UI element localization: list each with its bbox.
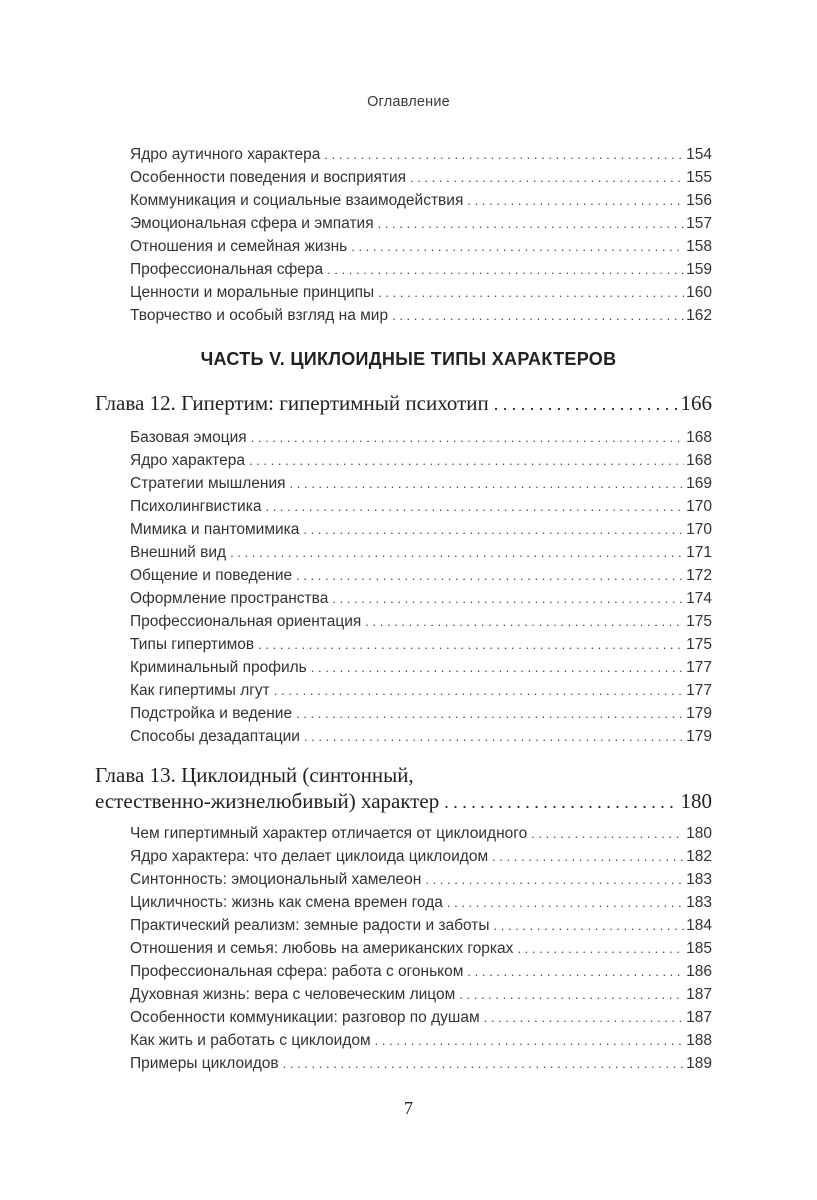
dot-leader	[365, 610, 684, 633]
dot-leader	[258, 633, 684, 656]
dot-leader	[494, 391, 677, 416]
toc-entry-page: 170	[686, 498, 712, 515]
dot-leader	[467, 189, 684, 212]
toc-entry[interactable]	[130, 426, 712, 449]
toc-entry-title: Особенности коммуникации: разговор по душам	[130, 1009, 480, 1026]
dot-leader	[230, 541, 684, 564]
toc-entry-page: 189	[686, 1055, 712, 1072]
dot-leader	[303, 518, 684, 541]
dot-leader	[467, 960, 684, 983]
toc-entry-title: Типы гипертимов	[130, 636, 255, 653]
toc-entry-title: Особенности поведения и восприятия	[130, 169, 407, 186]
dot-leader	[283, 1052, 684, 1075]
toc-entry[interactable]	[130, 258, 712, 281]
dot-leader	[265, 495, 684, 518]
toc-entry-title: Эмоциональная сфера и эмпатия	[130, 215, 374, 232]
dot-leader	[378, 212, 685, 235]
toc-entry[interactable]	[130, 656, 712, 679]
toc-entry-page: 162	[686, 307, 712, 324]
dot-leader	[304, 725, 684, 748]
toc-entry[interactable]	[130, 541, 712, 564]
dot-leader	[484, 1006, 685, 1029]
toc-entry-page: 188	[686, 1032, 712, 1049]
toc-entry[interactable]	[130, 983, 712, 1006]
dot-leader	[392, 304, 684, 327]
toc-entry-title: Коммуникация и социальные взаимодействия	[130, 192, 464, 209]
toc-entry[interactable]	[130, 960, 712, 983]
toc-entry[interactable]	[130, 1029, 712, 1052]
dot-leader	[296, 564, 684, 587]
toc-entry-title: Отношения и семейная жизнь	[130, 238, 348, 255]
toc-entry[interactable]	[130, 564, 712, 587]
toc-entry-page: 160	[686, 284, 712, 301]
toc-entry-page: 177	[686, 682, 712, 699]
dot-leader	[311, 656, 684, 679]
chapter-heading-line	[95, 390, 712, 416]
toc-entry-title: Профессиональная ориентация	[130, 613, 362, 630]
toc-entry-page: 177	[686, 659, 712, 676]
dot-leader	[251, 426, 684, 449]
toc-entry-page: 179	[686, 728, 712, 745]
chapter-13-heading[interactable]	[95, 762, 712, 814]
dot-leader	[290, 472, 685, 495]
toc-entry-title: Ядро характера	[130, 452, 245, 469]
chapter-heading-line	[95, 788, 712, 814]
toc-entry-page: 154	[686, 146, 712, 163]
toc-entry-title: Ядро характера: что делает циклоида циклоидом	[130, 848, 489, 865]
chapter-title-line-2: естественно-жизнелюбивый) характер	[95, 789, 440, 813]
dot-leader	[531, 822, 684, 845]
toc-entry[interactable]	[130, 1052, 712, 1075]
toc-entry-title: Профессиональная сфера	[130, 261, 324, 278]
toc-entry[interactable]	[130, 518, 712, 541]
toc-entry[interactable]	[130, 702, 712, 725]
dot-leader	[492, 845, 684, 868]
toc-entry[interactable]	[130, 304, 712, 327]
toc-entry-title: Общение и поведение	[130, 567, 293, 584]
toc-entry-page: 169	[686, 475, 712, 492]
toc-entry-page: 182	[686, 848, 712, 865]
toc-entry-title: Профессиональная сфера: работа с огоньком	[130, 963, 464, 980]
toc-entry-title: Оформление пространства	[130, 590, 329, 607]
toc-entry-title: Творчество и особый взгляд на мир	[130, 307, 389, 324]
toc-entry[interactable]	[130, 937, 712, 960]
toc-entry[interactable]	[130, 891, 712, 914]
toc-entry-page: 187	[686, 986, 712, 1003]
running-head: Оглавление	[367, 94, 450, 110]
toc-entry-page: 180	[686, 825, 712, 842]
toc-entry-page: 175	[686, 636, 712, 653]
toc-entry[interactable]	[130, 725, 712, 748]
dot-leader	[459, 983, 684, 1006]
part-title: ЧАСТЬ V. ЦИКЛОИДНЫЕ ТИПЫ ХАРАКТЕРОВ	[200, 349, 617, 369]
toc-entry[interactable]	[130, 1006, 712, 1029]
page-number: 7	[404, 1098, 413, 1118]
toc-entry[interactable]	[130, 868, 712, 891]
toc-entry-title: Внешний вид	[130, 544, 227, 561]
toc-entry-page: 175	[686, 613, 712, 630]
toc-entry-page: 159	[686, 261, 712, 278]
toc-entry[interactable]	[130, 633, 712, 656]
dot-leader	[378, 281, 684, 304]
dot-leader	[324, 143, 684, 166]
toc-entry[interactable]	[130, 587, 712, 610]
toc-entry[interactable]	[130, 495, 712, 518]
dot-leader	[447, 891, 684, 914]
toc-entry-page: 174	[686, 590, 712, 607]
chapter-page: 166	[680, 391, 712, 415]
toc-entry-title: Психолингвистика	[130, 498, 262, 515]
toc-entry-title: Отношения и семья: любовь на американских горках	[130, 940, 514, 957]
toc-entry-title: Криминальный профиль	[130, 659, 307, 676]
toc-entry[interactable]	[130, 449, 712, 472]
dot-leader	[517, 937, 684, 960]
toc-entry-page: 172	[686, 567, 712, 584]
dot-leader	[332, 587, 684, 610]
toc-entry[interactable]	[130, 143, 712, 166]
dot-leader	[296, 702, 684, 725]
toc-entry-title: Духовная жизнь: вера с человеческим лицом	[130, 986, 456, 1003]
toc-entry[interactable]	[130, 472, 712, 495]
toc-entry-page: 186	[686, 963, 712, 980]
toc-entry-page: 158	[686, 238, 712, 255]
dot-leader	[494, 914, 685, 937]
dot-leader	[351, 235, 684, 258]
toc-entry-title: Примеры циклоидов	[130, 1055, 279, 1072]
toc-entry-title: Базовая эмоция	[130, 429, 247, 446]
dot-leader	[425, 868, 684, 891]
dot-leader	[274, 679, 684, 702]
toc-entry-page: 187	[686, 1009, 712, 1026]
toc-entry-title: Практический реализм: земные радости и заботы	[130, 917, 490, 934]
dot-leader	[249, 449, 684, 472]
toc-entry-title: Ядро аутичного характера	[130, 146, 321, 163]
toc-chapter-13	[130, 822, 712, 1075]
chapter-title: Глава 12. Гипертим: гипертимный психотип	[95, 391, 489, 415]
toc-entry-title: Как гипертимы лгут	[130, 682, 270, 699]
toc-entry-title: Ценности и моральные принципы	[130, 284, 375, 301]
chapter-page: 180	[680, 789, 712, 813]
toc-entry[interactable]	[130, 189, 712, 212]
toc-entry-page: 168	[686, 429, 712, 446]
toc-entry-page: 185	[686, 940, 712, 957]
toc-entry-page: 183	[686, 894, 712, 911]
toc-entry[interactable]	[130, 212, 712, 235]
chapter-heading-line	[95, 762, 712, 788]
dot-leader	[327, 258, 684, 281]
toc-entry-title: Стратегии мышления	[130, 475, 286, 492]
toc-entry-title: Цикличность: жизнь как смена времен года	[130, 894, 443, 911]
toc-entry-title: Синтонность: эмоциональный хамелеон	[130, 871, 422, 888]
toc-entry-page: 171	[686, 544, 712, 561]
toc-chapter-12	[130, 426, 712, 748]
toc-entry-page: 183	[686, 871, 712, 888]
toc-entry[interactable]	[130, 610, 712, 633]
toc-entry[interactable]	[130, 235, 712, 258]
dot-leader	[444, 789, 676, 814]
dot-leader	[410, 166, 684, 189]
toc-entry[interactable]	[130, 679, 712, 702]
toc-entry[interactable]	[130, 166, 712, 189]
toc-entry-title: Мимика и пантомимика	[130, 521, 300, 538]
chapter-12-heading[interactable]	[95, 390, 712, 416]
toc-entry-page: 184	[686, 917, 712, 934]
toc-entry-title: Подстройка и ведение	[130, 705, 293, 722]
toc-entry-page: 156	[686, 192, 712, 209]
toc-entry-page: 168	[686, 452, 712, 469]
toc-entry-page: 179	[686, 705, 712, 722]
toc-entry-title: Как жить и работать с циклоидом	[130, 1032, 371, 1049]
toc-entry[interactable]	[130, 281, 712, 304]
toc-section-top	[130, 143, 712, 327]
toc-entry[interactable]	[130, 914, 712, 937]
toc-entry-title: Способы дезадаптации	[130, 728, 300, 745]
dot-leader	[375, 1029, 684, 1052]
toc-entry-title: Чем гипертимный характер отличается от циклоидного	[130, 825, 528, 842]
toc-entry-page: 170	[686, 521, 712, 538]
toc-entry-page: 155	[686, 169, 712, 186]
toc-entry[interactable]	[130, 845, 712, 868]
toc-entry-page: 157	[686, 215, 712, 232]
toc-entry[interactable]	[130, 822, 712, 845]
chapter-title-line-1: Глава 13. Циклоидный (синтонный,	[95, 763, 414, 787]
